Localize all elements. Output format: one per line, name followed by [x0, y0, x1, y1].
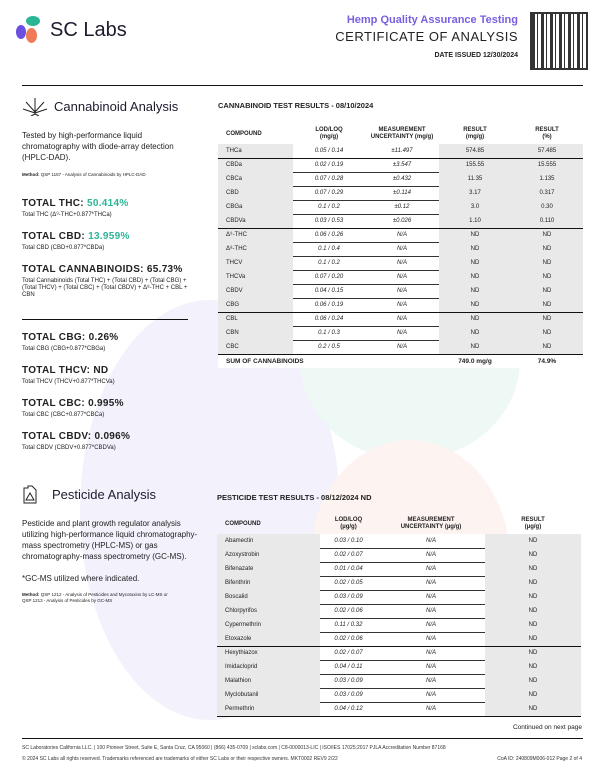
table-row: [218, 186, 583, 200]
table-row: [217, 688, 581, 702]
total-label: TOTAL CANNABINOIDS:: [22, 264, 147, 275]
document-header: [335, 14, 518, 59]
lod-loq: 0.2 / 0.5: [293, 340, 365, 354]
lod-loq: 0.1 / 0.3: [293, 326, 365, 340]
uncertainty: N/A: [377, 674, 485, 688]
total-item: [22, 398, 192, 419]
result: ND: [485, 618, 581, 632]
uncertainty: N/A: [365, 284, 439, 298]
result-mg: ND: [439, 284, 511, 298]
lod-loq: 0.1 / 0.2: [293, 256, 365, 270]
table-row: [217, 660, 581, 674]
compound: Δ⁸-THC: [218, 242, 293, 256]
lod-loq: 0.04 / 0.12: [320, 702, 377, 716]
table-row: [217, 646, 581, 660]
table-row: [217, 590, 581, 604]
result-mg: ND: [439, 312, 511, 326]
uncertainty: N/A: [377, 604, 485, 618]
lod-loq: 0.05 / 0.14: [293, 144, 365, 158]
result-pct: 1.135: [511, 172, 583, 186]
coa-id-page: CoA ID: 240809M006-012 Page 2 of 4: [497, 756, 582, 762]
result-pct: ND: [511, 228, 583, 242]
result-mg: 1.10: [439, 214, 511, 228]
compound: THCV: [218, 256, 293, 270]
total-value: 50.414%: [86, 198, 129, 209]
col-uncertainty: MEASUREMENT UNCERTAINTY (mg/g): [370, 127, 434, 140]
table-row: [217, 562, 581, 576]
total-label: TOTAL CBG:: [22, 332, 89, 343]
uncertainty: N/A: [377, 618, 485, 632]
lod-loq: 0.02 / 0.06: [320, 632, 377, 646]
total-item: [22, 365, 192, 386]
result-mg: 574.85: [439, 144, 511, 158]
uncertainty: N/A: [365, 270, 439, 284]
uncertainty: N/A: [377, 646, 485, 660]
uncertainty: ±0.114: [365, 186, 439, 200]
compound: THCa: [218, 144, 293, 158]
total-value: 65.73%: [146, 264, 183, 275]
uncertainty: N/A: [365, 312, 439, 326]
total-formula: Total Cannabinoids (Total THC) + (Total CBD) + (Total CBG) + (Total THCV) + (Total CBC) + (Total CBDV) + Δ⁸-THC + CBL + CBN: [22, 278, 188, 298]
total-item: [22, 198, 192, 219]
uncertainty: N/A: [377, 548, 485, 562]
col-lod-loq: LOD/LOQ (mg/g): [315, 127, 343, 140]
lod-loq: 0.06 / 0.26: [293, 228, 365, 242]
uncertainty: ±0.432: [365, 172, 439, 186]
result-pct: ND: [511, 326, 583, 340]
total-value: 0.26%: [88, 332, 119, 343]
total-value: 13.959%: [88, 231, 130, 242]
uncertainty: N/A: [365, 256, 439, 270]
compound: CBDV: [218, 284, 293, 298]
total-formula: Total CBC (CBC+0.877*CBCa): [22, 412, 105, 418]
result: ND: [485, 604, 581, 618]
pesticide-method: QSP 1212 - Analysis of Pesticides and Mycotoxins by LC-MS or QSP 1213 - Analysis of Pesticides by GC-MS: [22, 592, 168, 603]
col-lod-loq: LOD/LOQ (µg/g): [334, 517, 363, 530]
header-divider: [22, 85, 583, 86]
result-mg: ND: [439, 270, 511, 284]
compound: Hexythiazox: [217, 646, 320, 660]
col-uncertainty: MEASUREMENT UNCERTAINTY (µg/g): [400, 517, 462, 530]
table-row: [218, 340, 583, 354]
total-item: [22, 431, 192, 452]
lod-loq: 0.02 / 0.05: [320, 576, 377, 590]
pesticide-summary: [22, 484, 202, 604]
table-row: [217, 618, 581, 632]
pesticide-section-title: Pesticide Analysis: [52, 486, 157, 502]
compound: Permethrin: [217, 702, 320, 716]
result-pct: ND: [511, 298, 583, 312]
table-row: [217, 548, 581, 562]
table-row: [217, 632, 581, 646]
uncertainty: ±0.12: [365, 200, 439, 214]
uncertainty: N/A: [377, 590, 485, 604]
uncertainty: N/A: [377, 632, 485, 646]
result-mg: ND: [439, 242, 511, 256]
lod-loq: 0.04 / 0.15: [293, 284, 365, 298]
totals-primary: [22, 198, 192, 311]
total-item: [22, 332, 192, 353]
uncertainty: N/A: [365, 340, 439, 354]
uncertainty: N/A: [365, 298, 439, 312]
lod-loq: 0.04 / 0.11: [320, 660, 377, 674]
compound: Imidacloprid: [217, 660, 320, 674]
lod-loq: 0.11 / 0.32: [320, 618, 377, 632]
result-pct: ND: [511, 312, 583, 326]
cannabis-leaf-icon: [22, 96, 48, 116]
compound: CBCa: [218, 172, 293, 186]
lod-loq: 0.01 / 0.04: [320, 562, 377, 576]
totals-divider: [22, 319, 188, 320]
result-pct: ND: [511, 340, 583, 354]
pesticide-results-table: [217, 514, 581, 717]
result-mg: 3.17: [439, 186, 511, 200]
total-formula: Total THC (Δ⁹-THC+0.877*THCa): [22, 212, 112, 218]
result-pct: 0.30: [511, 200, 583, 214]
lod-loq: 0.02 / 0.19: [293, 158, 365, 172]
result-mg: ND: [439, 340, 511, 354]
uncertainty: ±3.547: [365, 158, 439, 172]
compound: CBDVa: [218, 214, 293, 228]
logo-mark-icon: [16, 16, 44, 44]
uncertainty: ±0.026: [365, 214, 439, 228]
col-result-mg: RESULT (mg/g): [463, 127, 487, 140]
table-row: [218, 298, 583, 312]
result-mg: ND: [439, 256, 511, 270]
total-item: [22, 264, 192, 299]
footer-company-info: SC Laboratories California LLC. | 100 Pioneer Street, Suite E, Santa Cruz, CA 95060 | (866) 435-0709 | sclabs.com | C8-0000013-LIC | ISO/IES 17025:2017 PJLA Accreditation Number 87168: [22, 745, 446, 751]
compound: CBGa: [218, 200, 293, 214]
pesticide-table-title: PESTICIDE TEST RESULTS - 08/12/2024 ND: [217, 493, 372, 502]
cannabinoid-summary: [22, 96, 192, 178]
sum-mg: 749.0 mg/g: [439, 354, 511, 368]
result: ND: [485, 660, 581, 674]
compound: CBG: [218, 298, 293, 312]
pesticide-description: Pesticide and plant growth regulator analysis utilizing high-performance liquid chromatography-mass spectrometry (HPLC-MS) or gas chromatography-mass spectrometry (GC-MS).: [22, 519, 198, 561]
table-row: [217, 702, 581, 716]
total-formula: Total CBDV (CBDV+0.877*CBDVa): [22, 445, 116, 451]
total-value: 0.096%: [94, 431, 131, 442]
lod-loq: 0.06 / 0.24: [293, 312, 365, 326]
compound: CBD: [218, 186, 293, 200]
col-result-pct: RESULT (%): [535, 127, 559, 140]
table-row: [218, 172, 583, 186]
uncertainty: N/A: [377, 702, 485, 716]
table-row: [218, 144, 583, 158]
compound: Abamectin: [217, 534, 320, 548]
result-pct: 0.317: [511, 186, 583, 200]
col-result: RESULT (µg/g): [521, 517, 545, 530]
uncertainty: N/A: [377, 660, 485, 674]
table-row: [217, 534, 581, 548]
result-mg: ND: [439, 298, 511, 312]
cannabinoid-description: Tested by high-performance liquid chromatography with diode-array detection (HPLC-DAD).: [22, 131, 174, 162]
col-compound: COMPOUND: [225, 520, 261, 527]
qr-code[interactable]: [530, 12, 588, 70]
result: ND: [485, 590, 581, 604]
table-row: [217, 604, 581, 618]
method-label: Method:: [22, 172, 40, 177]
total-value: 0.995%: [88, 398, 124, 409]
compound: Bifenazate: [217, 562, 320, 576]
pesticide-container-icon: [22, 484, 38, 504]
total-formula: Total CBG (CBG+0.877*CBGa): [22, 346, 106, 352]
compound: CBL: [218, 312, 293, 326]
cannabinoid-method: QSP 1157 - Analysis of Cannabinoids by HPLC-DAD: [40, 172, 146, 177]
result-pct: ND: [511, 242, 583, 256]
lod-loq: 0.07 / 0.28: [293, 172, 365, 186]
table-row: [218, 284, 583, 298]
uncertainty: ±11.497: [365, 144, 439, 158]
lod-loq: 0.1 / 0.2: [293, 200, 365, 214]
result-pct: ND: [511, 256, 583, 270]
lod-loq: 0.03 / 0.09: [320, 590, 377, 604]
lod-loq: 0.02 / 0.07: [320, 548, 377, 562]
result: ND: [485, 576, 581, 590]
header-subtitle: Hemp Quality Assurance Testing: [346, 14, 518, 26]
result: ND: [485, 674, 581, 688]
table-row: [218, 214, 583, 228]
result: ND: [485, 702, 581, 716]
result-mg: ND: [439, 326, 511, 340]
compound: Malathion: [217, 674, 320, 688]
cannabinoid-section-title: Cannabinoid Analysis: [54, 98, 179, 114]
continued-note: Continued on next page: [512, 724, 582, 731]
result-pct: 57.485: [511, 144, 583, 158]
brand-name: SC Labs: [50, 18, 127, 41]
lod-loq: 0.03 / 0.53: [293, 214, 365, 228]
result-pct: 0.110: [511, 214, 583, 228]
sum-pct: 74.9%: [511, 354, 583, 368]
result: ND: [485, 562, 581, 576]
gcms-note: *GC-MS utilized where indicated.: [22, 574, 140, 583]
lod-loq: 0.07 / 0.29: [293, 186, 365, 200]
sum-label: SUM OF CANNABINOIDS: [218, 354, 439, 368]
result-mg: ND: [439, 228, 511, 242]
compound: Cypermethrin: [217, 618, 320, 632]
compound: Azoxystrobin: [217, 548, 320, 562]
lod-loq: 0.03 / 0.10: [320, 534, 377, 548]
cannabinoid-results-table: [218, 124, 583, 368]
compound: CBN: [218, 326, 293, 340]
table-row: [217, 576, 581, 590]
date-issued: DATE ISSUED 12/30/2024: [434, 52, 518, 59]
table-row: [218, 270, 583, 284]
lod-loq: 0.07 / 0.20: [293, 270, 365, 284]
lod-loq: 0.03 / 0.09: [320, 674, 377, 688]
method-label: Method:: [22, 592, 40, 597]
footer-copyright: © 2024 SC Labs all rights reserved. Trademarks referenced are trademarks of either SC Labs or their respective owners. MKT0002 REV9 2/22: [22, 756, 338, 762]
uncertainty: N/A: [365, 326, 439, 340]
result: ND: [485, 646, 581, 660]
result-pct: ND: [511, 284, 583, 298]
uncertainty: N/A: [377, 534, 485, 548]
total-label: TOTAL CBD:: [22, 231, 89, 242]
compound: Bifenthrin: [217, 576, 320, 590]
result: ND: [485, 534, 581, 548]
lod-loq: 0.06 / 0.19: [293, 298, 365, 312]
cannabinoid-table-title: CANNABINOID TEST RESULTS - 08/10/2024: [218, 101, 374, 110]
compound: CBC: [218, 340, 293, 354]
result-mg: 11.35: [439, 172, 511, 186]
table-row: [217, 674, 581, 688]
lod-loq: 0.1 / 0.4: [293, 242, 365, 256]
uncertainty: N/A: [377, 562, 485, 576]
total-value: ND: [93, 365, 109, 376]
col-compound: COMPOUND: [226, 130, 262, 137]
uncertainty: N/A: [365, 228, 439, 242]
result: ND: [485, 632, 581, 646]
compound: Etoxazole: [217, 632, 320, 646]
table-row: [218, 326, 583, 340]
lod-loq: 0.03 / 0.09: [320, 688, 377, 702]
sc-labs-logo: [16, 16, 127, 44]
lod-loq: 0.02 / 0.07: [320, 646, 377, 660]
compound: Myclobutanil: [217, 688, 320, 702]
compound: THCVa: [218, 270, 293, 284]
compound: Δ⁹-THC: [218, 228, 293, 242]
result-mg: 155.55: [439, 158, 511, 172]
uncertainty: N/A: [377, 688, 485, 702]
total-label: TOTAL THCV:: [22, 365, 94, 376]
table-row: [218, 158, 583, 172]
result: ND: [485, 688, 581, 702]
table-row: [218, 256, 583, 270]
footer-divider: [22, 738, 583, 739]
lod-loq: 0.02 / 0.06: [320, 604, 377, 618]
sum-row: [218, 354, 583, 368]
total-label: TOTAL THC:: [22, 198, 87, 209]
table-row: [218, 312, 583, 326]
result-pct: 15.555: [511, 158, 583, 172]
total-formula: Total CBD (CBD+0.877*CBDa): [22, 245, 105, 251]
table-row: [218, 242, 583, 256]
compound: Chlorpyrifos: [217, 604, 320, 618]
total-label: TOTAL CBC:: [22, 398, 89, 409]
uncertainty: N/A: [377, 576, 485, 590]
totals-secondary: [22, 332, 192, 464]
table-row: [218, 228, 583, 242]
table-row: [218, 200, 583, 214]
total-formula: Total THCV (THCV+0.877*THCVa): [22, 379, 115, 385]
compound: CBDa: [218, 158, 293, 172]
result-pct: ND: [511, 270, 583, 284]
compound: Boscalid: [217, 590, 320, 604]
result: ND: [485, 548, 581, 562]
total-item: [22, 231, 192, 252]
result-mg: 3.0: [439, 200, 511, 214]
page-title: CERTIFICATE OF ANALYSIS: [335, 29, 518, 44]
total-label: TOTAL CBDV:: [22, 431, 95, 442]
uncertainty: N/A: [365, 242, 439, 256]
